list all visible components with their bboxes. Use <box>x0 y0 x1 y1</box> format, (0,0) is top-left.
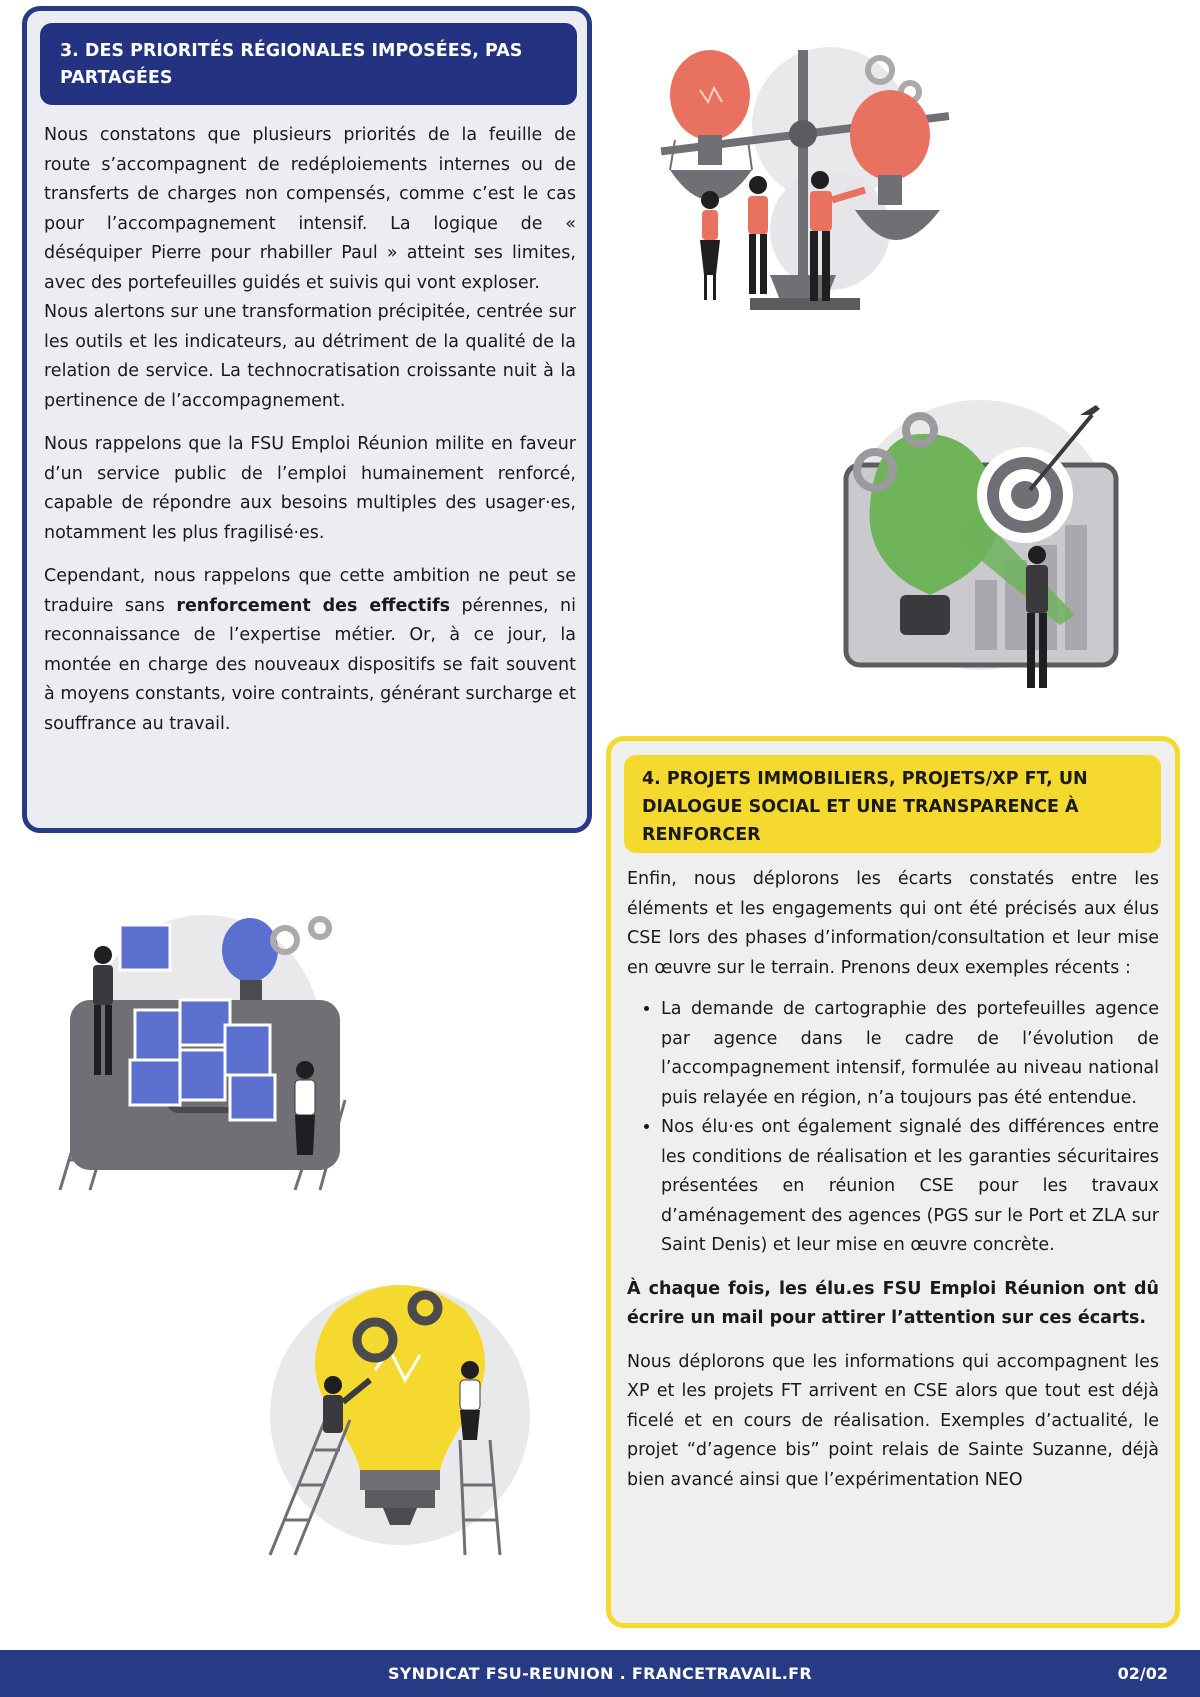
section-3-paragraph-2: Nous alertons sur une transformation précipitée, centrée sur les outils et les indicateurs, au détriment de la qualité de la relation de service. La technocratisation croissante nuit à la pertinence de l’accompagnement. <box>44 302 576 411</box>
section-4-closing: Nous déplorons que les informations qui accompagnent les XP et les projets FT arrivent en CSE alors que tout est déjà ficelé et en cours de réalisation. Exemples d’actualité, le projet “d’agence bis” point relais de Sainte Suzanne, déjà bien avancé ainsi que l’expérimentation NEO <box>627 1351 1159 1490</box>
section-3-emphasis: renforcement des effectifs <box>176 595 451 616</box>
section-3-paragraph-3: Nous rappelons que la FSU Emploi Réunion milite en faveur d’un service public de l’emploi humainement renforcé, capable de répondre aux besoins multiples des usager·es, notamment les plus fragilisé·es. <box>44 434 576 543</box>
section-4-body <box>627 865 1159 1495</box>
puzzle-briefcase-illustration <box>45 900 365 1200</box>
balance-scale-illustration <box>640 30 960 330</box>
section-4-card <box>606 736 1180 1628</box>
footer-text: SYNDICAT FSU-REUNION . FRANCETRAVAIL.FR <box>387 1664 813 1683</box>
person-figure <box>700 191 720 300</box>
section-4-intro: Enfin, nous déplorons les écarts constatés entre les éléments et les engagements qui ont été précisés aux élus CSE lors des phases d’information/consultation et leur mise en œuvre sur le terrain. Prenons deux exemples récents : <box>627 869 1159 978</box>
list-item: • La demande de cartographie des portefeuilles agence par agence dans le cadre de l’évolution de l’accompagnement intensif, formulée au niveau national puis relayée en région, n’a toujours pas été entendue. <box>661 995 1159 1113</box>
person-figure <box>748 176 768 294</box>
person-figure <box>460 1361 480 1440</box>
person-figure <box>295 1061 315 1155</box>
section-4-bullet-list <box>627 995 1159 1261</box>
section-4-bold-statement: À chaque fois, les élu.es FSU Emploi Réunion ont dû écrire un mail pour attirer l’attention sur ces écarts. <box>627 1278 1159 1328</box>
section-4-title: 4. PROJETS IMMOBILIERS, PROJETS/XP FT, UN DIALOGUE SOCIAL ET UNE TRANSPARENCE À RENFORCER <box>624 755 1161 853</box>
page-number: 02/02 <box>1117 1664 1168 1683</box>
list-item: • Nos élu·es ont également signalé des différences entre les conditions de réalisation et les garanties sécuritaires présentées en réunion CSE pour les travaux d’aménagement des agences (PGS sur le Port et ZLA sur Saint Denis) et leur mise en œuvre concrète. <box>661 1113 1159 1261</box>
footer-bar <box>0 1650 1200 1697</box>
yellow-lightbulb-illustration <box>265 1270 555 1560</box>
section-3-body <box>44 121 576 739</box>
section-3-card <box>22 6 592 833</box>
section-3-paragraph-1: Nous constatons que plusieurs priorités de la feuille de route s’accompagnent de redéploiements internes ou de transferts de charges non compensés, comme c’est le cas pour l’accompagnement intensif. La logique de « déséquiper Pierre pour rhabiller Paul » atteint ses limites, avec des portefeuilles guidés et suivis qui vont exploser. <box>44 125 576 293</box>
section-3-paragraph-4: Cependant, nous rappelons que cette ambition ne peut se traduire sans renforcement des effectifs pérennes, ni reconnaissance de l’expertise métier. Or, à ce jour, la montée en charge des nouveaux dispositifs se fait souvent à moyens constants, voire contraints, générant surcharge et souffrance au travail. <box>44 566 576 734</box>
section-3-title: 3. DES PRIORITÉS RÉGIONALES IMPOSÉES, PAS PARTAGÉES <box>40 23 577 105</box>
target-lightbulb-illustration <box>830 395 1130 705</box>
target-icon <box>977 447 1073 543</box>
